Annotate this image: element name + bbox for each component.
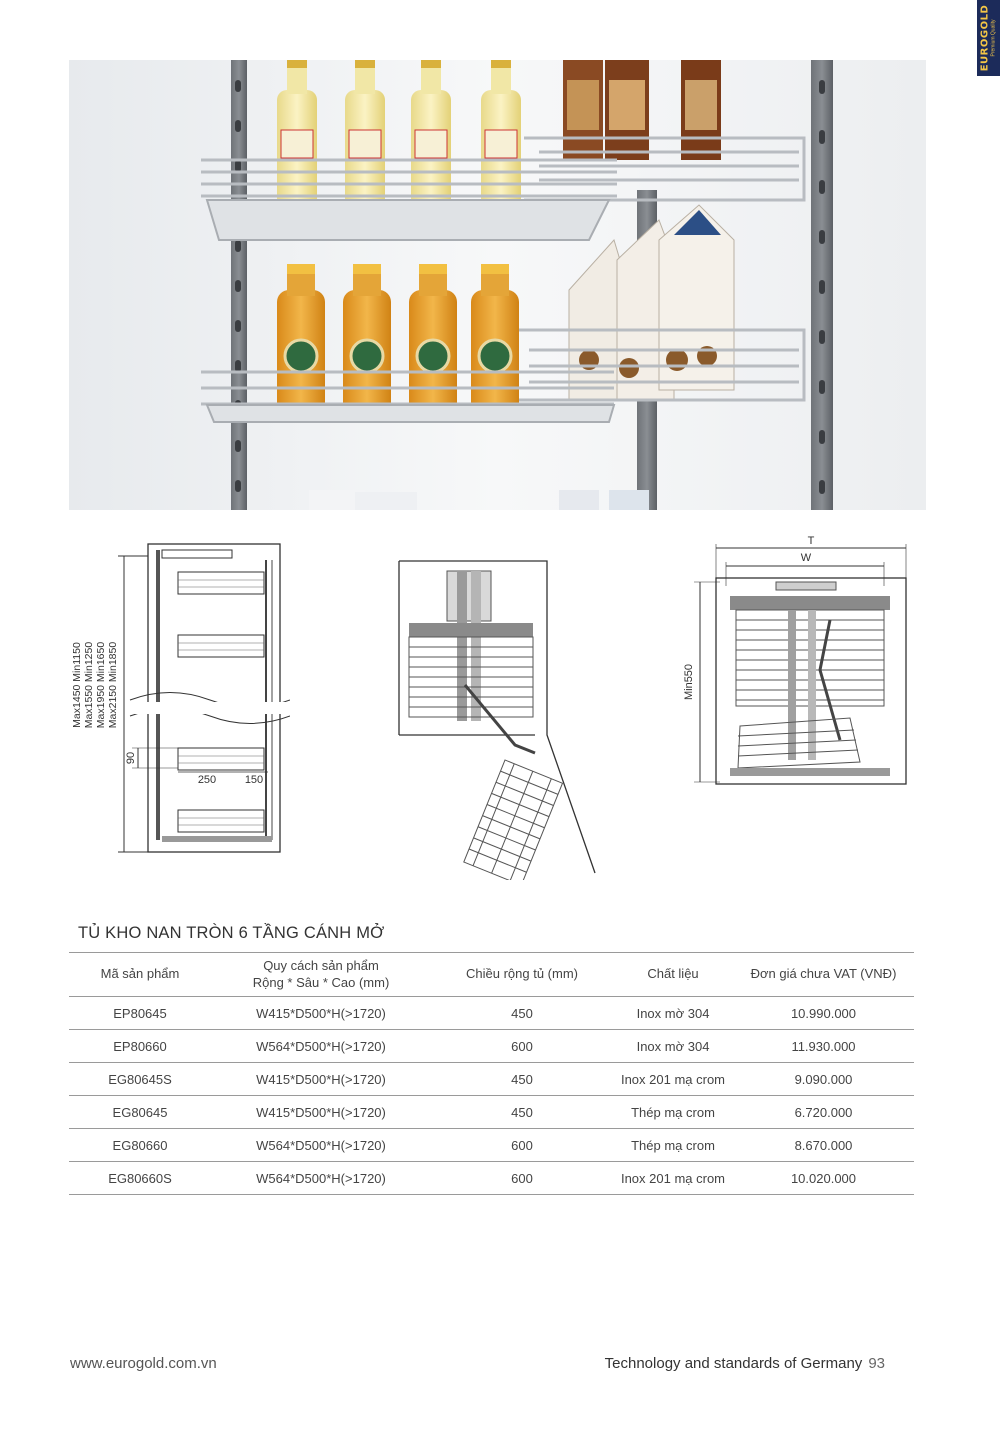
plan-open-diagram bbox=[395, 555, 605, 880]
cell-material: Inox mờ 304 bbox=[613, 1030, 733, 1063]
cell-width: 450 bbox=[431, 1096, 613, 1129]
cell-code: EG80660S bbox=[69, 1162, 211, 1195]
brand-name: EUROGOLD bbox=[979, 4, 991, 72]
header-code: Mã sản phẩm bbox=[69, 953, 211, 997]
height-option-2: Max1550 Min1250 bbox=[83, 641, 95, 729]
dim-150-label: 150 bbox=[244, 774, 264, 786]
cell-price: 10.020.000 bbox=[733, 1162, 914, 1195]
table-row bbox=[69, 997, 914, 1030]
table-row bbox=[69, 1162, 914, 1195]
cell-code: EP80645 bbox=[69, 997, 211, 1030]
header-material: Chất liệu bbox=[613, 953, 733, 997]
cell-material: Inox 201 mạ crom bbox=[613, 1063, 733, 1096]
header-spec bbox=[211, 953, 431, 997]
dim-w-label: W bbox=[800, 552, 812, 564]
header-width: Chiều rộng tủ (mm) bbox=[431, 953, 613, 997]
cell-material: Thép mạ crom bbox=[613, 1096, 733, 1129]
product-photo bbox=[69, 60, 926, 510]
cell-spec: W564*D500*H(>1720) bbox=[211, 1162, 431, 1195]
cell-code: EP80660 bbox=[69, 1030, 211, 1063]
dim-t-label: T bbox=[807, 535, 815, 547]
footer-slogan: Technology and standards of Germany bbox=[604, 1355, 863, 1372]
height-option-4: Max2150 Min1850 bbox=[107, 641, 119, 729]
spec-table bbox=[69, 952, 914, 1195]
cell-width: 600 bbox=[431, 1162, 613, 1195]
footer-right bbox=[605, 1355, 885, 1372]
cell-price: 8.670.000 bbox=[733, 1129, 914, 1162]
cell-code: EG80660 bbox=[69, 1129, 211, 1162]
header-spec-line2: Rộng * Sâu * Cao (mm) bbox=[252, 974, 390, 990]
cell-code: EG80645S bbox=[69, 1063, 211, 1096]
table-row bbox=[69, 1063, 914, 1096]
plan-closed-diagram bbox=[680, 530, 910, 790]
dim-min550-label: Min550 bbox=[683, 663, 695, 701]
cell-price: 11.930.000 bbox=[733, 1030, 914, 1063]
page-number: 93 bbox=[868, 1355, 885, 1372]
cell-spec: W415*D500*H(>1720) bbox=[211, 1063, 431, 1096]
table-header-row bbox=[69, 953, 914, 997]
footer-website[interactable]: www.eurogold.com.vn bbox=[70, 1355, 217, 1372]
table-row bbox=[69, 1129, 914, 1162]
section-title: TỦ KHO NAN TRÒN 6 TẦNG CÁNH MỞ bbox=[78, 924, 385, 942]
table-row bbox=[69, 1030, 914, 1063]
dim-90-label: 90 bbox=[125, 751, 137, 765]
cell-width: 600 bbox=[431, 1030, 613, 1063]
cell-width: 600 bbox=[431, 1129, 613, 1162]
cell-material: Inox mờ 304 bbox=[613, 997, 733, 1030]
cell-price: 9.090.000 bbox=[733, 1063, 914, 1096]
height-option-3: Max1950 Min1650 bbox=[95, 641, 107, 729]
cell-spec: W564*D500*H(>1720) bbox=[211, 1030, 431, 1063]
side-elevation-diagram bbox=[70, 540, 290, 860]
height-option-1: Max1450 Min1150 bbox=[71, 642, 83, 728]
cell-material: Inox 201 mạ crom bbox=[613, 1162, 733, 1195]
cell-price: 6.720.000 bbox=[733, 1096, 914, 1129]
cell-width: 450 bbox=[431, 997, 613, 1030]
cell-material: Thép mạ crom bbox=[613, 1129, 733, 1162]
brand-tagline: Premium Quality bbox=[990, 19, 997, 57]
cell-code: EG80645 bbox=[69, 1096, 211, 1129]
header-spec-line1: Quy cách sản phẩm bbox=[263, 958, 379, 974]
cell-price: 10.990.000 bbox=[733, 997, 914, 1030]
brand-tab bbox=[977, 0, 1000, 76]
header-price: Đơn giá chưa VAT (VNĐ) bbox=[733, 953, 914, 997]
cell-spec: W415*D500*H(>1720) bbox=[211, 1096, 431, 1129]
cell-width: 450 bbox=[431, 1063, 613, 1096]
table-row bbox=[69, 1096, 914, 1129]
dim-250-label: 250 bbox=[197, 774, 217, 786]
brand-logo bbox=[981, 5, 997, 72]
cell-spec: W415*D500*H(>1720) bbox=[211, 997, 431, 1030]
cell-spec: W564*D500*H(>1720) bbox=[211, 1129, 431, 1162]
